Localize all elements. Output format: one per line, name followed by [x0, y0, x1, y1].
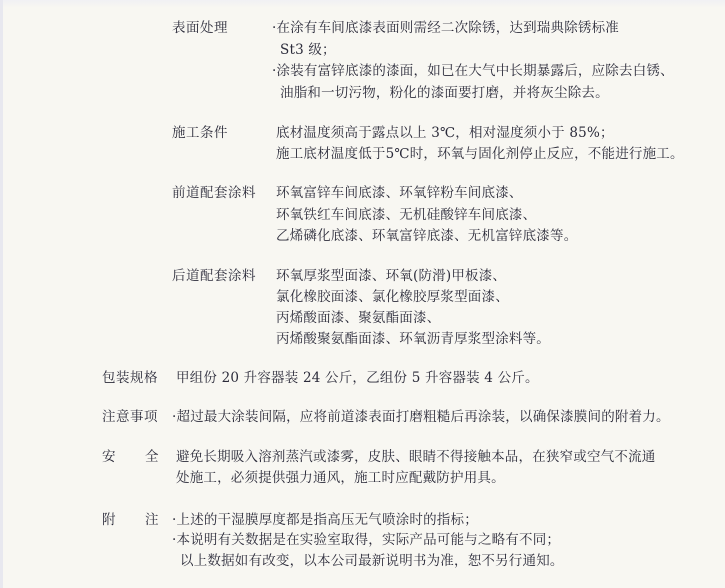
primer-coatings-line-2: 环氧铁红车间底漆、无机硅酸锌车间底漆、 [276, 207, 537, 223]
precautions-line-1: ·超过最大涂装间隔，应将前道漆表面打磨粗糙后再涂装，以确保漆膜间的附着力。 [172, 409, 670, 425]
topcoat-coatings-line-4: 丙烯酸聚氨酯面漆、环氧沥青厚浆型涂料等。 [276, 331, 550, 347]
safety-line-1: 避免长期吸入溶剂蒸汽或漆雾，皮肤、眼睛不得接触本品，在狭窄或空气不流通 [176, 449, 656, 465]
surface-treatment-label: 表面处理 [172, 20, 228, 36]
precautions-label: 注意事项 [102, 409, 158, 425]
primer-coatings-label: 前道配套涂料 [172, 185, 256, 201]
application-conditions-label: 施工条件 [172, 125, 228, 141]
packaging-line-1: 甲组份 20 升容器装 24 公斤，乙组份 5 升容器装 4 公斤。 [176, 370, 539, 386]
notes-line-2: ·本说明有关数据是在实验室取得，实际产品可能与之略有不同； [172, 532, 561, 548]
topcoat-coatings-line-3: 丙烯酸面漆、聚氨酯面漆、 [276, 310, 441, 326]
topcoat-coatings-line-2: 氯化橡胶面漆、氯化橡胶厚浆型面漆、 [276, 289, 509, 305]
surface-treatment-line-3: ·涂装有富锌底漆的漆面，如已在大气中长期暴露后，应除去白锈、 [272, 63, 674, 79]
topcoat-coatings-line-1: 环氧厚浆型面漆、环氧(防滑)甲板漆、 [276, 268, 507, 284]
notes-label-char-1: 附 [102, 512, 116, 528]
page-edge [0, 0, 3, 588]
notes-line-3: 以上数据如有改变，以本公司最新说明书为准，恕不另行通知。 [180, 553, 564, 569]
application-conditions-line-1: 底材温度须高于露点以上 3℃，相对湿度须小于 85%； [276, 125, 614, 141]
surface-treatment-line-2: St3 级； [280, 42, 336, 58]
notes-line-1: ·上述的干湿膜厚度都是指高压无气喷涂时的指标； [172, 512, 478, 528]
surface-treatment-line-1: ·在涂有车间底漆表面则需经二次除锈，达到瑞典除锈标准 [272, 20, 619, 36]
notes-label-char-2: 注 [145, 512, 159, 528]
primer-coatings-line-3: 乙烯磷化底漆、环氧富锌底漆、无机富锌底漆等。 [276, 228, 578, 244]
safety-label-char-1: 安 [102, 449, 116, 465]
safety-line-2: 处施工，必须提供强力通风，施工时应配戴防护用具。 [176, 470, 505, 486]
surface-treatment-line-4: 油脂和一切污物，粉化的漆面要打磨，并将灰尘除去。 [280, 85, 609, 101]
topcoat-coatings-label: 后道配套涂料 [172, 268, 256, 284]
safety-label-char-2: 全 [145, 449, 159, 465]
primer-coatings-line-1: 环氧富锌车间底漆、环氧锌粉车间底漆、 [276, 185, 523, 201]
packaging-label: 包装规格 [102, 370, 158, 386]
application-conditions-line-2: 施工底材温度低于5℃时，环氧与固化剂停止反应，不能进行施工。 [276, 146, 684, 162]
